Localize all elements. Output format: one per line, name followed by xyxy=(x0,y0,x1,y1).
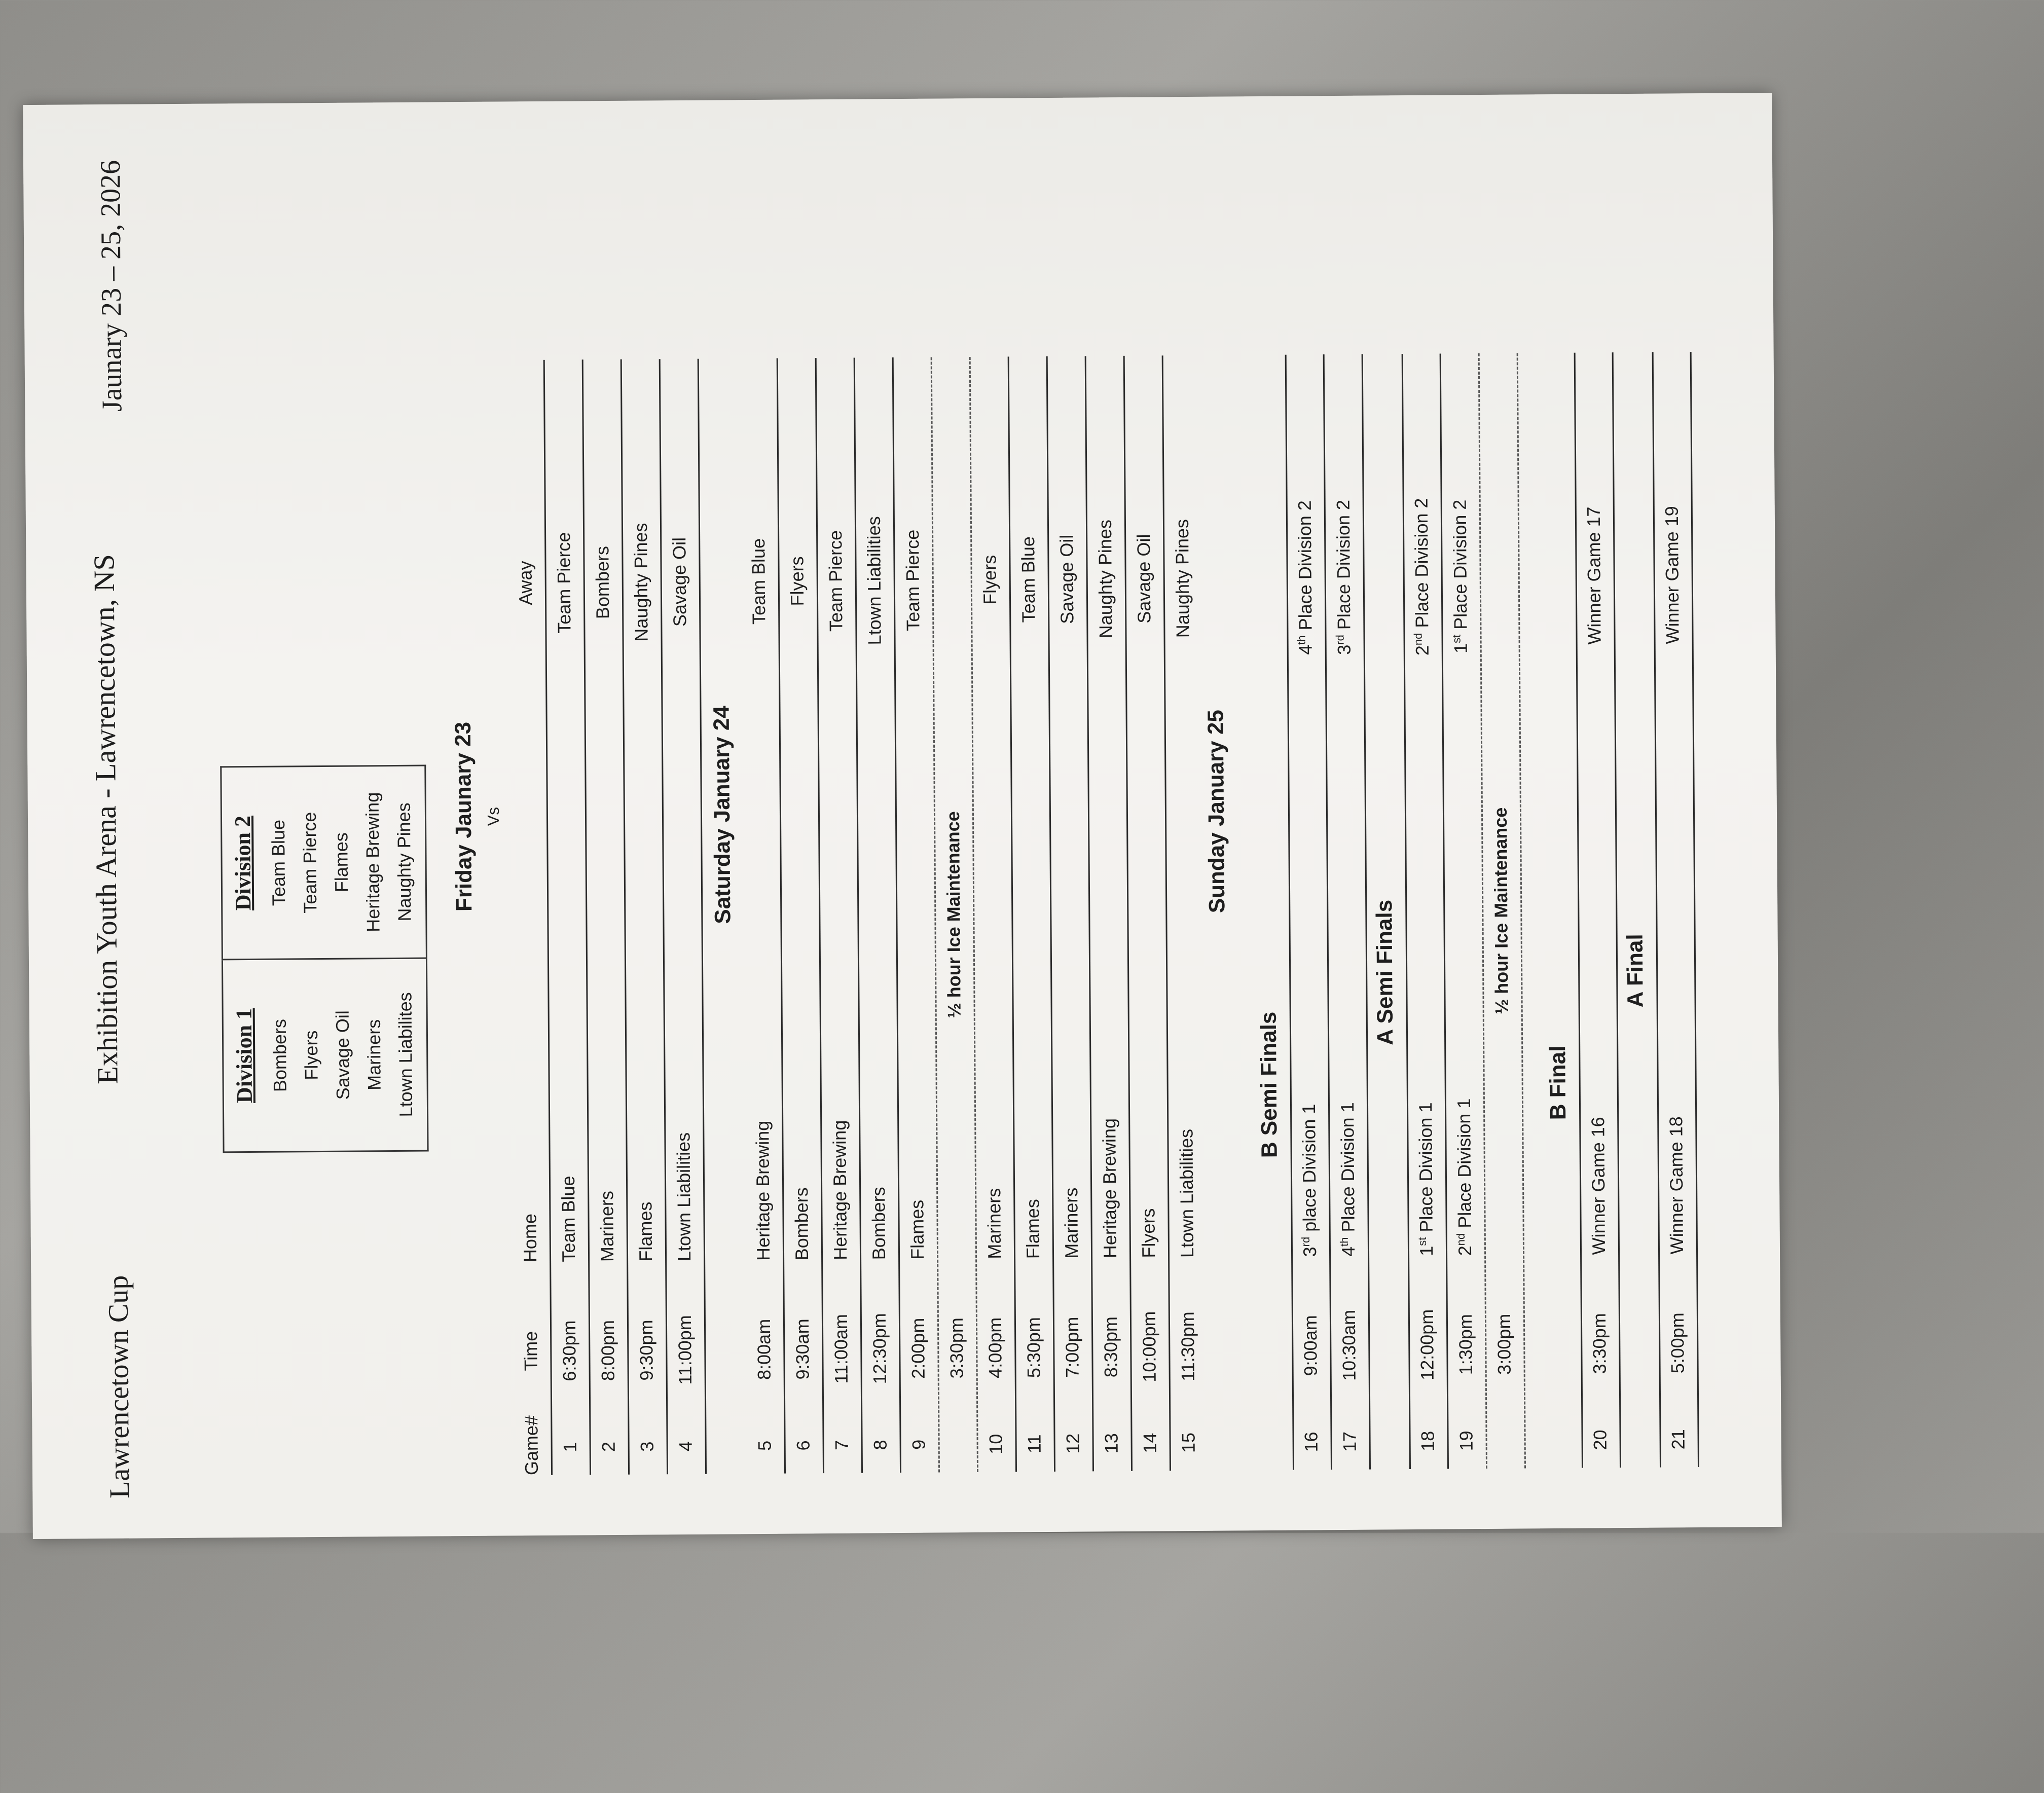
saturday-heading: Saturday January 24 xyxy=(709,706,736,924)
away-team: Team Pierce xyxy=(825,530,847,632)
away-team: Team Pierce xyxy=(902,529,924,632)
game-time: 8:00pm xyxy=(597,1320,618,1381)
away-team: Team Blue xyxy=(1017,536,1039,623)
division-1-heading: Division 1 xyxy=(231,1008,257,1104)
home-suffix: nd xyxy=(1454,1233,1467,1246)
home-team: Bombers xyxy=(868,1187,890,1260)
tournament-dates: Jaunary 23 – 25, 2026 xyxy=(94,160,128,412)
b-final-heading: B Final xyxy=(1545,1045,1571,1120)
home-desc: Place Division 1 xyxy=(1453,1098,1475,1233)
away-team: Naughty Pines xyxy=(1094,519,1116,639)
away-seed: 3 xyxy=(1333,644,1355,655)
away-team: Team Blue xyxy=(748,538,770,625)
home-seed: 1 xyxy=(1415,1246,1437,1256)
game-time: 1:30pm xyxy=(1454,1314,1476,1375)
away-suffix: th xyxy=(1295,635,1308,645)
home-suffix: st xyxy=(1415,1237,1429,1246)
away-desc: Place Division 2 xyxy=(1449,499,1471,635)
venue: Exhibition Youth Arena - Lawrencetown, NS xyxy=(87,554,124,1084)
game-time: 6:30pm xyxy=(558,1320,580,1381)
home-team: Mariners xyxy=(983,1188,1005,1259)
game-time: 7:00pm xyxy=(1061,1316,1083,1378)
division-team: Naughty Pines xyxy=(393,802,415,922)
game-number: 19 xyxy=(1455,1431,1477,1451)
maintenance-note: ½ hour Ice Maintenance xyxy=(1489,807,1512,1014)
game-time: 2:00pm xyxy=(907,1318,929,1379)
home-seed: 4 xyxy=(1337,1246,1359,1257)
division-team: Flames xyxy=(331,832,352,893)
away-team xyxy=(1294,435,1317,719)
maintenance-time: 3:30pm xyxy=(945,1318,967,1379)
game-number: 17 xyxy=(1339,1431,1360,1452)
division-team: Team Pierce xyxy=(299,812,321,913)
game-number: 11 xyxy=(1024,1434,1045,1454)
division-team: Savage Oil xyxy=(332,1010,353,1100)
game-time: 5:00pm xyxy=(1666,1312,1688,1374)
game-number: 4 xyxy=(675,1441,696,1452)
division-team: Team Blue xyxy=(268,819,289,906)
away-seed: 1 xyxy=(1450,643,1471,654)
home-team: Mariners xyxy=(596,1190,618,1262)
away-seed: 4 xyxy=(1295,644,1316,655)
game-time: 11:00pm xyxy=(674,1315,696,1385)
home-seed: 2 xyxy=(1454,1246,1476,1256)
game-number: 20 xyxy=(1589,1430,1611,1450)
game-time: 4:00pm xyxy=(984,1317,1006,1378)
game-number: 9 xyxy=(908,1439,929,1450)
game-number: 5 xyxy=(754,1440,775,1451)
game-number: 8 xyxy=(869,1440,891,1450)
away-suffix: rd xyxy=(1333,635,1346,645)
home-team: Bombers xyxy=(791,1187,813,1261)
away-desc: Place Division 2 xyxy=(1332,499,1355,635)
away-team: Savage Oil xyxy=(1056,534,1078,624)
sunday-heading: Sunday January 25 xyxy=(1203,709,1230,913)
away-team: Savage Oil xyxy=(1133,534,1155,624)
game-number: 13 xyxy=(1101,1433,1122,1454)
tournament-title: Lawrencetown Cup xyxy=(102,1275,136,1499)
away-team: Ltown Liabilities xyxy=(863,516,885,645)
game-time: 11:30pm xyxy=(1177,1311,1198,1381)
home-team: Ltown Liabilities xyxy=(1176,1128,1198,1258)
game-time: 10:00pm xyxy=(1138,1311,1160,1382)
home-desc: place Division 1 xyxy=(1298,1104,1320,1237)
game-number: 6 xyxy=(792,1440,814,1451)
away-team: Bombers xyxy=(592,545,613,619)
game-time: 8:30pm xyxy=(1100,1316,1121,1378)
division-team: Bombers xyxy=(269,1018,290,1092)
away-team xyxy=(1410,435,1434,719)
division-1-column xyxy=(222,958,428,1152)
maintenance-row xyxy=(1480,353,1526,1468)
home-suffix: th xyxy=(1337,1237,1350,1247)
home-team xyxy=(1414,972,1437,1256)
away-team: Team Pierce xyxy=(553,532,575,634)
game-number: 3 xyxy=(636,1441,658,1452)
game-number: 1 xyxy=(559,1442,580,1452)
game-time: 12:30pm xyxy=(868,1313,890,1384)
away-team xyxy=(1449,434,1472,718)
game-number: 21 xyxy=(1667,1429,1689,1450)
division-team: Heritage Brewing xyxy=(361,792,384,933)
away-team: Winner Game 17 xyxy=(1583,506,1605,645)
game-time: 11:00am xyxy=(830,1314,852,1384)
home-team: Flames xyxy=(906,1199,928,1260)
maintenance-time: 3:00pm xyxy=(1493,1313,1515,1375)
game-time: 10:30am xyxy=(1338,1309,1360,1381)
paper-sheet xyxy=(23,93,1782,1539)
game-time: 9:30am xyxy=(791,1319,813,1380)
away-team: Savage Oil xyxy=(669,537,690,627)
home-desc: Place Division 1 xyxy=(1336,1102,1359,1237)
table-row xyxy=(1575,352,1621,1468)
game-number: 18 xyxy=(1417,1431,1438,1451)
home-team: Ltown Liabilities xyxy=(673,1132,695,1262)
away-team: Winner Game 19 xyxy=(1661,506,1683,644)
away-team xyxy=(1332,435,1356,719)
game-number: 15 xyxy=(1178,1432,1199,1453)
game-number: 7 xyxy=(831,1440,852,1451)
col-game: Game# xyxy=(521,1415,542,1476)
col-home: Home xyxy=(519,1213,541,1263)
away-team: Naughty Pines xyxy=(1171,519,1193,638)
home-team: Winner Game 18 xyxy=(1665,1116,1688,1255)
home-team: Flames xyxy=(1022,1199,1044,1259)
division-2-column xyxy=(221,765,427,960)
home-suffix: rd xyxy=(1299,1236,1312,1247)
col-time: Time xyxy=(520,1331,541,1371)
game-time: 8:00am xyxy=(753,1319,775,1380)
table-row xyxy=(1325,354,1371,1470)
b-semi-heading: B Semi Finals xyxy=(1256,1011,1282,1158)
home-team: Heritage Brewing xyxy=(829,1120,851,1261)
game-number: 12 xyxy=(1062,1433,1083,1454)
division-team: Flyers xyxy=(300,1030,322,1080)
home-desc: Place Division 1 xyxy=(1414,1102,1437,1237)
home-team xyxy=(1297,973,1321,1257)
division-2-heading: Division 2 xyxy=(230,815,256,911)
schedule-document xyxy=(84,108,1781,1519)
division-team: Mariners xyxy=(363,1019,385,1090)
away-suffix: st xyxy=(1450,634,1463,644)
game-number: 10 xyxy=(985,1434,1006,1454)
home-team: Winner Game 16 xyxy=(1587,1117,1610,1255)
home-team: Flyers xyxy=(1138,1208,1159,1258)
home-team xyxy=(1452,972,1476,1256)
home-team: Mariners xyxy=(1061,1187,1082,1259)
a-final-heading: A Final xyxy=(1622,934,1648,1008)
game-time: 3:30pm xyxy=(1588,1313,1610,1374)
game-number: 2 xyxy=(598,1441,619,1452)
a-semi-heading: A Semi Finals xyxy=(1372,899,1398,1045)
away-desc: Place Division 2 xyxy=(1294,500,1316,636)
table-row xyxy=(661,359,707,1474)
division-team: Ltown Liabilites xyxy=(394,992,417,1117)
away-team: Naughty Pines xyxy=(630,523,652,642)
away-team: Flyers xyxy=(786,556,808,606)
maintenance-note: ½ hour Ice Maintenance xyxy=(942,811,965,1018)
col-away: Away xyxy=(515,561,536,606)
away-desc: Place Division 2 xyxy=(1410,498,1433,633)
home-team: Team Blue xyxy=(557,1176,579,1262)
home-team: Heritage Brewing xyxy=(752,1120,774,1261)
vs-label: Vs xyxy=(484,807,503,826)
table-row xyxy=(1653,352,1699,1467)
home-team: Heritage Brewing xyxy=(1099,1118,1121,1259)
friday-heading: Friday Jaunary 23 xyxy=(450,721,477,912)
game-time: 9:30pm xyxy=(635,1320,657,1381)
game-number: 16 xyxy=(1300,1432,1322,1452)
away-seed: 2 xyxy=(1411,645,1433,656)
away-suffix: nd xyxy=(1411,633,1425,646)
game-number: 14 xyxy=(1139,1433,1160,1453)
divisions-table xyxy=(220,765,428,1153)
away-team: Flyers xyxy=(979,555,1001,605)
game-time: 12:00pm xyxy=(1416,1309,1438,1381)
home-seed: 3 xyxy=(1299,1247,1321,1257)
home-team xyxy=(1336,973,1359,1257)
home-team: Flames xyxy=(635,1201,656,1262)
game-time: 5:30pm xyxy=(1023,1317,1044,1378)
game-time: 9:00am xyxy=(1299,1315,1321,1376)
